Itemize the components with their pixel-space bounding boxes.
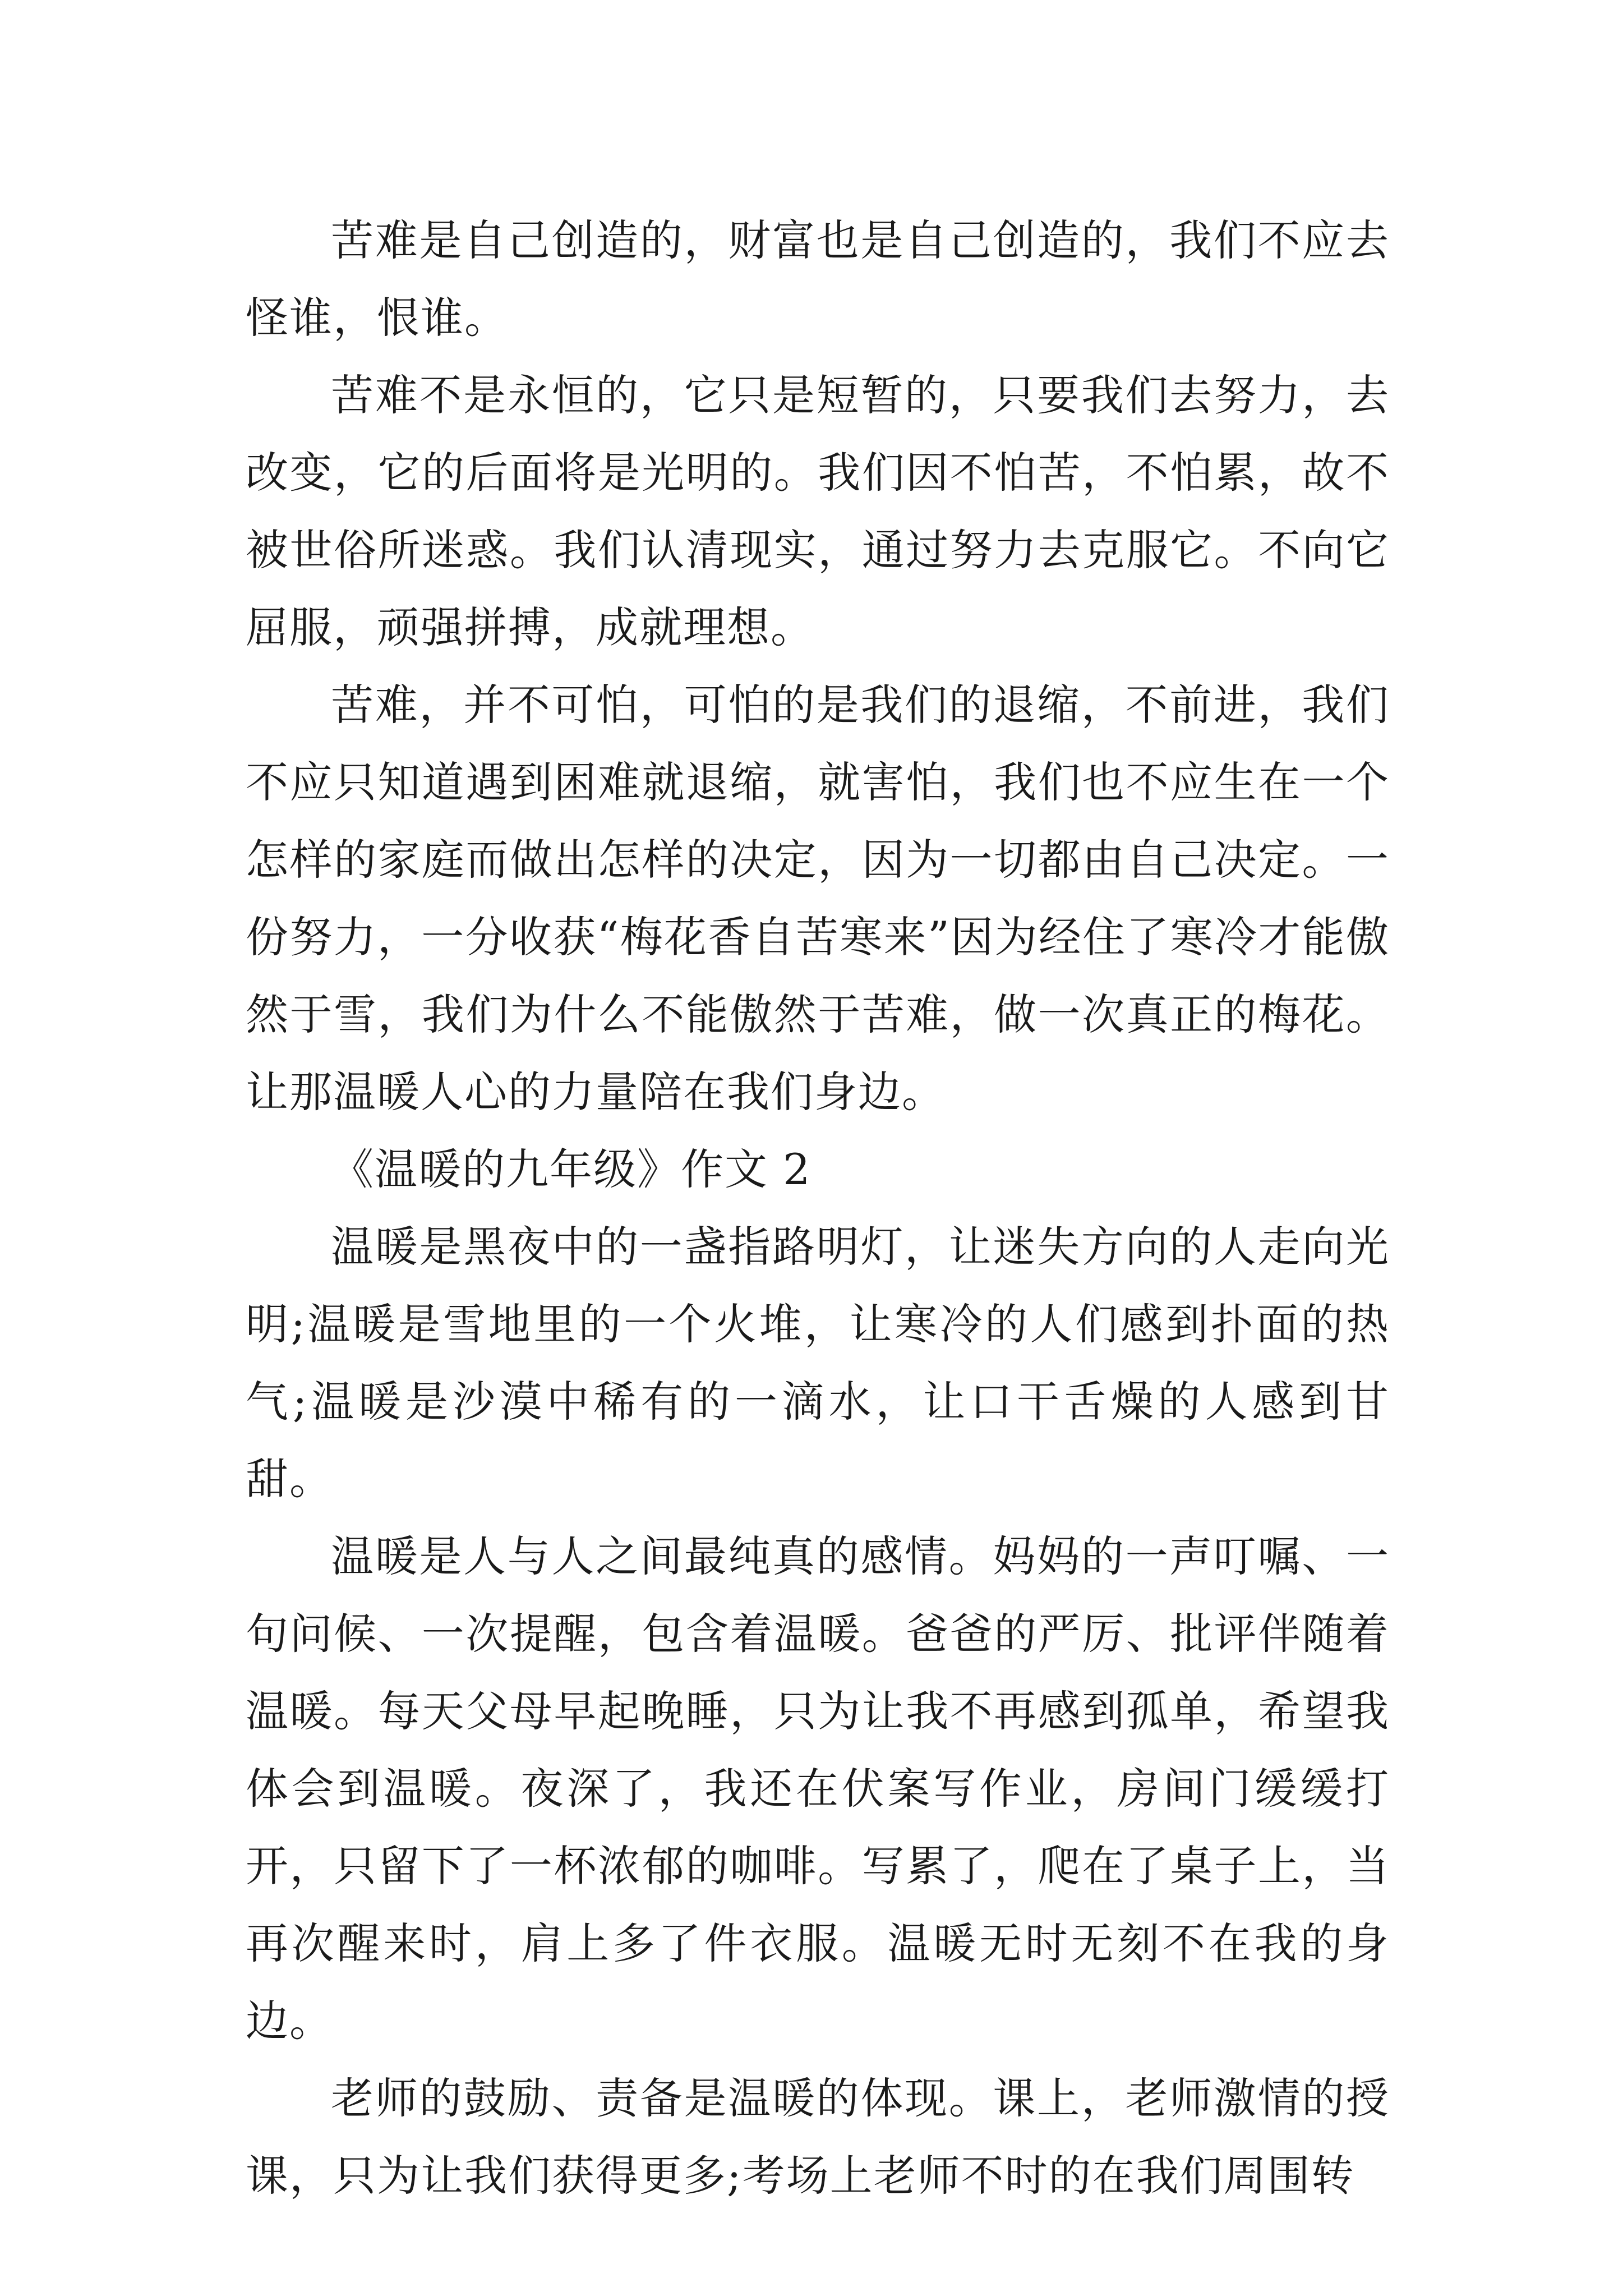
paragraph-5: 温暖是人与人之间最纯真的感情。妈妈的一声叮嘱、一句问候、一次提醒，包含着温暖。爸爸的严厉、批评伴随着温暖。每天父母早起晚睡，只为让我不再感到孤单，希望我体会到温暖。夜深了，我还在伏案写作业，房间门缓缓打开，只留下了一杯浓郁的咖啡。写累了，爬在了桌子上，当再次醒来时，肩上多了件衣服。温暖无时无刻不在我的身边。 [246, 1531, 1390, 2046]
paragraph-1: 苦难是自己创造的，财富也是自己创造的，我们不应去怪谁，恨谁。 [246, 215, 1390, 343]
paragraph-2: 苦难不是永恒的，它只是短暂的，只要我们去努力，去改变，它的后面将是光明的。我们因不怕苦，不怕累，故不被世俗所迷惑。我们认清现实，通过努力去克服它。不向它屈服，顽强拼搏，成就理想。 [246, 370, 1390, 652]
paragraph-6: 老师的鼓励、责备是温暖的体现。课上，老师激情的授课，只为让我们获得更多;考场上老师不时的在我们周围转 [246, 2073, 1390, 2201]
essay-title: 《温暖的九年级》作文 2 [331, 1144, 811, 1194]
paragraph-3: 苦难，并不可怕，可怕的是我们的退缩，不前进，我们不应只知道遇到困难就退缩，就害怕，我们也不应生在一个怎样的家庭而做出怎样的决定，因为一切都由自己决定。一份努力，一分收获“梅花香自苦寒来”因为经住了寒冷才能傲然于雪，我们为什么不能傲然于苦难，做一次真正的梅花。让那温暖人心的力量陪在我们身边。 [246, 680, 1390, 1117]
document-body [246, 202, 1390, 2215]
paragraph-4: 温暖是黑夜中的一盏指路明灯，让迷失方向的人走向光明;温暖是雪地里的一个火堆，让寒冷的人们感到扑面的热气;温暖是沙漠中稀有的一滴水，让口干舌燥的人感到甘甜。 [246, 1222, 1390, 1504]
